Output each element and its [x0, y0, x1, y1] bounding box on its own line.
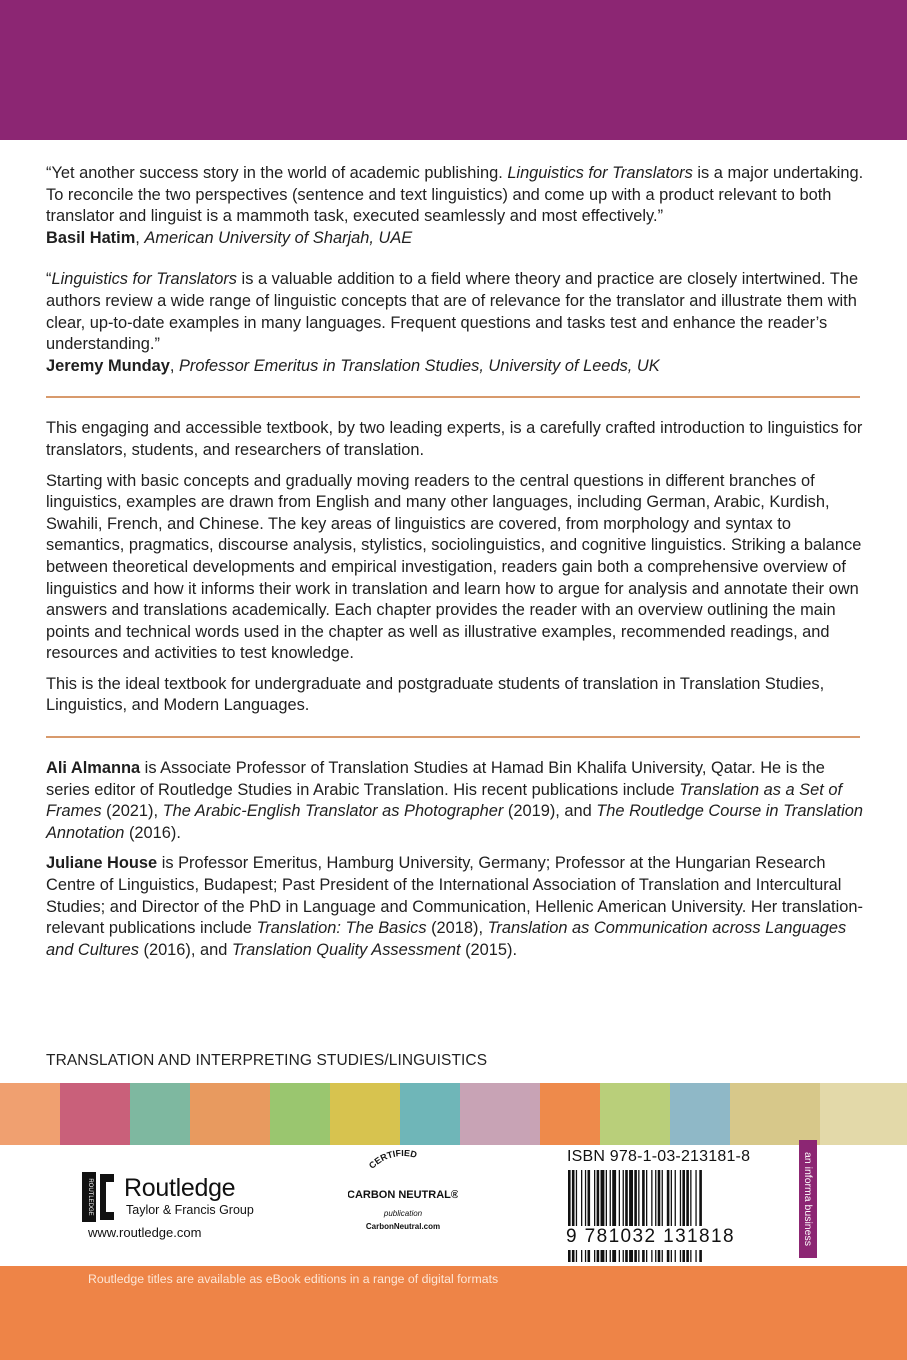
- author-bio: Juliane House is Professor Emeritus, Hamburg University, Germany; Professor at the Hungarian Research Centre of Linguistics, Budapest; Past President of the International Association of Translation and Intercultural Studies; and Director of the PhD in Language and Communication, Hellenic American University. Her translation-relevant publications include Translation: The Basics (2018), Translation as Communication across Languages and Cultures (2016), and Translation Quality Assessment (2015).: [46, 854, 863, 959]
- divider: [46, 736, 860, 738]
- author-name: Ali Almanna: [46, 759, 141, 778]
- endorsement-attribution: Jeremy Munday, Professor Emeritus in Translation Studies, University of Leeds, UK: [46, 356, 660, 375]
- svg-text:CERTIFIED: CERTIFIED: [366, 1150, 418, 1171]
- carbon-neutral-badge: [348, 1150, 458, 1248]
- informa-tab: an informa business: [799, 1140, 817, 1258]
- description-paragraph: This is the ideal textbook for undergraduate and postgraduate students of translation in Translation Studies, Linguistics, and Modern Languages.: [46, 674, 825, 715]
- divider: [46, 396, 860, 398]
- endorsement-quote: “Linguistics for Translators is a valuable addition to a field where theory and practice are closely intertwined. The authors review a wide range of linguistic concepts that are of relevance for the translator and illustrate them with clear, up-to-date examples in many languages. Frequent questions and tasks test and enhance the reader’s understanding.”: [46, 270, 859, 354]
- routledge-logo-icon: [82, 1172, 116, 1222]
- carbon-neutral-seal-icon: [348, 1150, 458, 1224]
- svg-text:publication: publication: [383, 1209, 423, 1218]
- carbon-neutral-site: CarbonNeutral.com: [365, 1222, 441, 1231]
- description-paragraph: This engaging and accessible textbook, by two leading experts, is a carefully crafted introduction to linguistics for translators, students, and researchers of translation.: [46, 419, 863, 459]
- author-bios: [46, 758, 866, 961]
- endorser-name: Basil Hatim: [46, 228, 136, 247]
- author-bio: Ali Almanna is Associate Professor of Translation Studies at Hamad Bin Khalifa University, Qatar. He is the series editor of Routledge Studies in Arabic Translation. His recent publications include Translation as a Set of Frames (2021), The Arabic-English Translator as Photographer (2019), and The Routledge Course in Translation Annotation (2016).: [46, 759, 863, 842]
- author-name: Juliane House: [46, 854, 158, 873]
- description-paragraph: Starting with basic concepts and gradually moving readers to the central questions in different branches of linguistics, examples are drawn from English and many other languages, including German, Arabic, Kurdish, Swahili, French, and Chinese. The key areas of linguistics are covered, from morphology and syntax to semantics, pragmatics, discourse analysis, stylistics, sociolinguistics, and cognitive linguistics. Striking a balance between theoretical developments and empirical investigation, readers gain both a comprehensive overview of linguistics and how it informs their work in translation and learn how to argue for analysis and annotate their own answers and translations academically. Each chapter provides the reader with an overview outlining the main points and technical words used in the chapter as well as illustrative examples, recommended readings, and resources and activities to test knowledge.: [46, 471, 862, 663]
- endorsement-2: [46, 269, 866, 377]
- isbn-label: ISBN 978-1-03-213181-8: [567, 1148, 751, 1165]
- publisher-group: Taylor & Francis Group: [126, 1203, 254, 1217]
- top-color-band: [0, 0, 907, 140]
- svg-text:ROUTLEDGE: ROUTLEDGE: [87, 1178, 93, 1216]
- endorsement-quote: “Yet another success story in the world of academic publishing. Linguistics for Translators is a major undertaking. To reconcile the two perspectives (sentence and text linguistics) and come up with a product relevant to both translator and linguist is a mammoth task, executed seamlessly and most effectively.”: [46, 164, 864, 226]
- svg-text:CARBON NEUTRAL®: CARBON NEUTRAL®: [348, 1189, 458, 1201]
- back-cover-text: [46, 163, 866, 961]
- ebook-note: Routledge titles are available as eBook editions in a range of digital formats: [88, 1272, 499, 1286]
- endorser-affiliation: Professor Emeritus in Translation Studies, University of Leeds, UK: [179, 356, 660, 375]
- publisher-url[interactable]: www.routledge.com: [88, 1225, 202, 1240]
- color-mosaic-strip: [0, 1083, 907, 1145]
- subject-category: TRANSLATION AND INTERPRETING STUDIES/LINGUISTICS: [46, 1052, 488, 1069]
- endorsement-attribution: Basil Hatim, American University of Sharjah, UAE: [46, 228, 413, 247]
- endorser-affiliation: American University of Sharjah, UAE: [144, 228, 413, 247]
- book-description: [46, 418, 866, 717]
- endorsement-1: [46, 163, 866, 249]
- endorser-name: Jeremy Munday: [46, 356, 170, 375]
- publisher-name: Routledge: [124, 1174, 236, 1202]
- isbn-digits: 9 781032 131818: [566, 1226, 798, 1250]
